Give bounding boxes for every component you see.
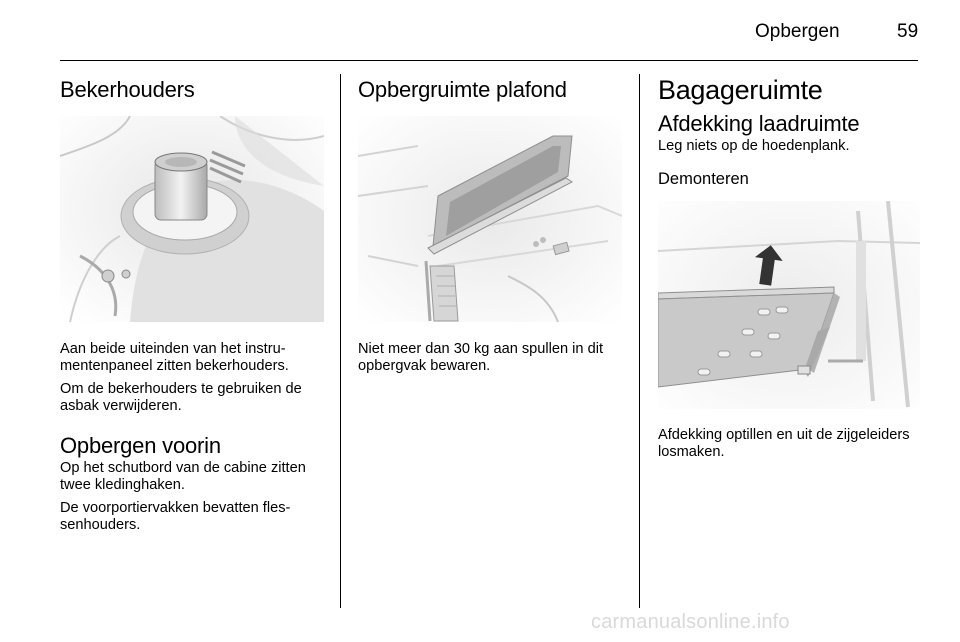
paragraph-cup-holders-usage: Om de bekerhouders te gebruiken de asbak verwijderen.: [60, 381, 302, 414]
section-heading-afdekking-laadruimte: Afdekking laadruimte: [658, 111, 860, 136]
cup-holder-illustration-icon: [60, 116, 328, 322]
column-roof-storage: [358, 74, 626, 375]
paragraph-load-cover-removal: Afdekking optillen en uit de zijgeleiders losmaken.: [658, 427, 910, 460]
page-header: [0, 0, 960, 62]
section-heading-bekerhouders: Bekerhouders: [60, 77, 195, 102]
column-divider-1: [340, 74, 341, 608]
paragraph-coat-hooks: Op het schutbord van de cabine zitten twee kledinghaken.: [60, 460, 306, 493]
section-heading-opbergruimte-plafond: Opbergruimte plafond: [358, 77, 567, 102]
header-title: Opbergen: [755, 21, 840, 42]
header-divider: [60, 60, 918, 61]
column-divider-2: [639, 74, 640, 608]
column-cup-holders: [60, 74, 328, 534]
section-heading-demonteren: Demonteren: [658, 170, 749, 188]
column-luggage-compartment: [658, 74, 920, 461]
paragraph-cup-holders-location: Aan beide uiteinden van het instrumentenpaneel zitten bekerhouders.: [60, 341, 289, 374]
paragraph-parcel-shelf-warning: Leg niets op de hoedenplank.: [658, 138, 850, 154]
section-heading-opbergen-voorin: Opbergen voorin: [60, 433, 221, 458]
paragraph-roof-storage-limit: Niet meer dan 30 kg aan spullen in dit opbergvak bewaren.: [358, 341, 604, 374]
load-cover-removal-illustration-icon: [658, 201, 920, 409]
watermark: carmanualsonline.info: [591, 611, 790, 633]
section-heading-bagageruimte: Bagageruimte: [658, 75, 823, 105]
paragraph-bottle-holders: De voorportiervakken bevatten flessenhouders.: [60, 500, 291, 533]
roof-storage-illustration-icon: [358, 116, 626, 322]
page-number: 59: [897, 21, 919, 42]
